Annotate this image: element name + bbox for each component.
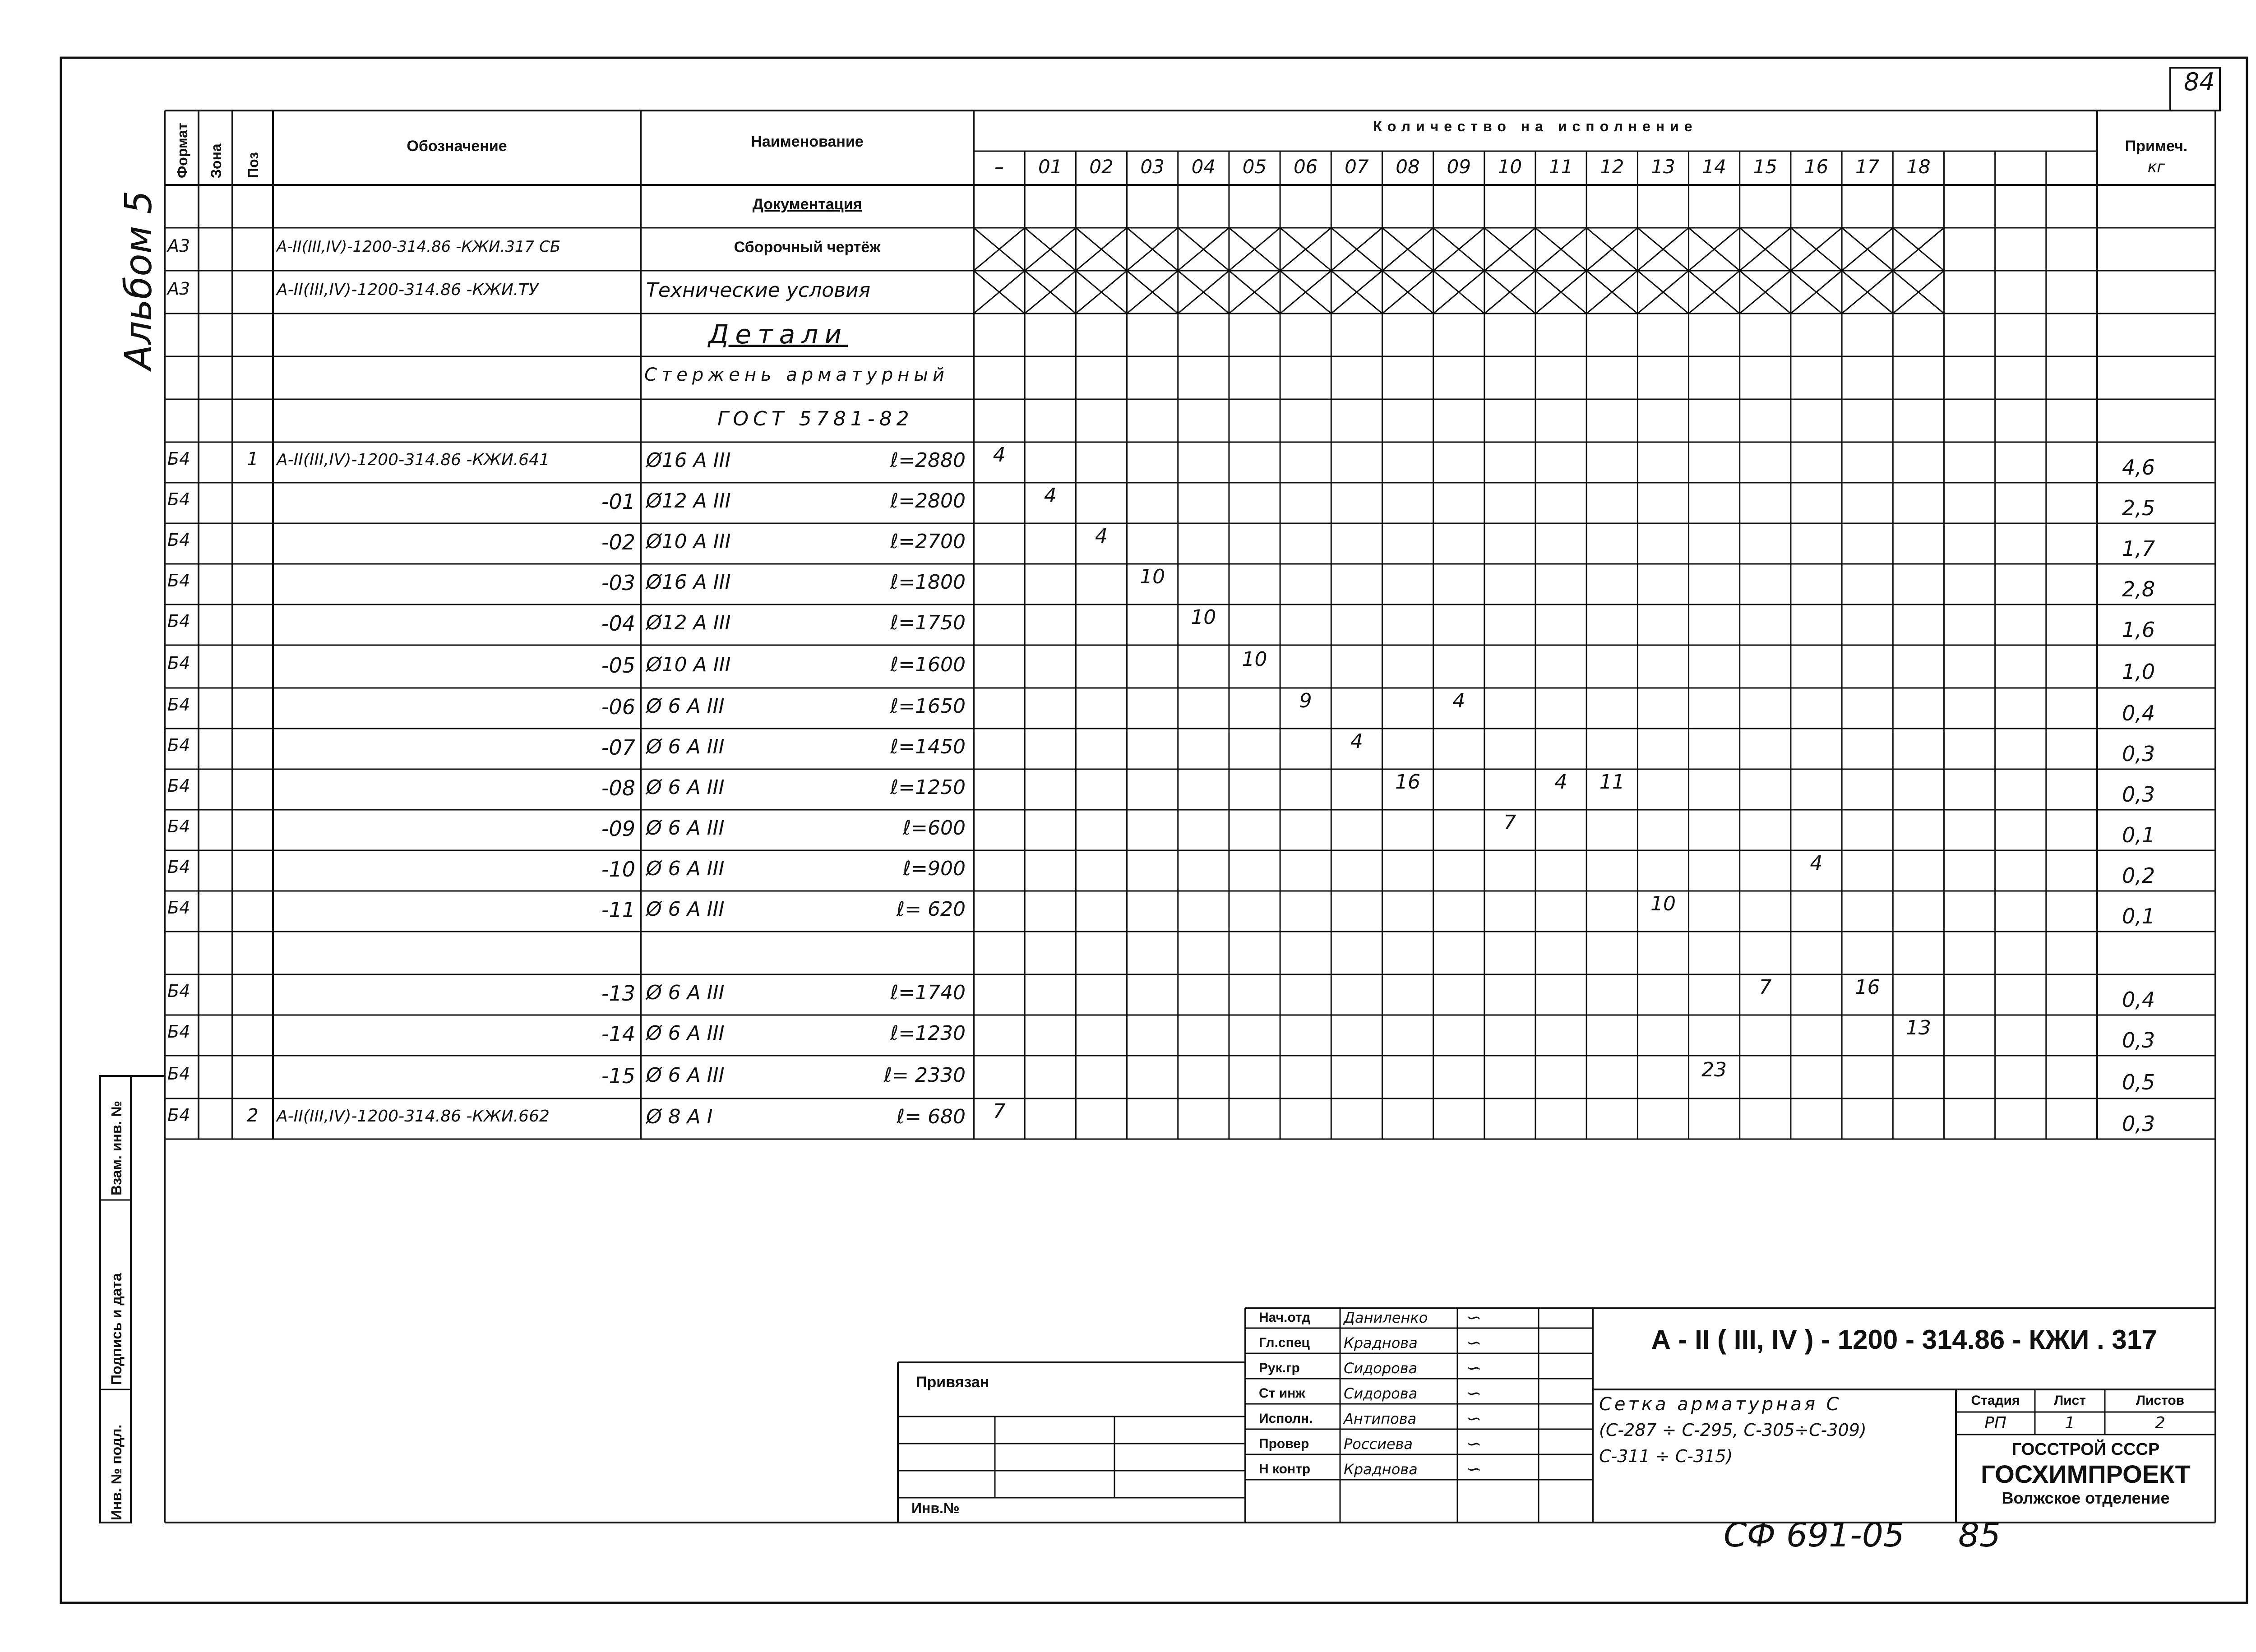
role-label: Провер [1259, 1436, 1309, 1451]
variant-header: 16 [1804, 156, 1829, 178]
row-name: Детали [708, 318, 848, 350]
row-note: 0,1 [2122, 904, 2155, 928]
row-designation: -04 [601, 611, 635, 636]
row-name: Ø 6 А III [646, 817, 725, 840]
row-format: Б4 [167, 776, 190, 796]
row-note: 2,5 [2122, 496, 2155, 520]
variant-header: 13 [1651, 156, 1675, 178]
row-length: ℓ=1800 [890, 571, 966, 594]
row-note: 4,6 [2122, 455, 2155, 480]
row-name: Сборочный чертёж [734, 238, 881, 256]
sheets-value: 2 [2155, 1414, 2165, 1432]
row-note: 0,3 [2122, 742, 2155, 766]
row-designation: -03 [601, 571, 635, 595]
row-qty: 10 [1191, 606, 1216, 629]
row-qty: 16 [1854, 976, 1880, 999]
row-format: А3 [167, 278, 190, 299]
row-name: Ø10 А III [646, 530, 731, 553]
row-format: Б4 [167, 449, 190, 469]
role-label: Ст инж [1259, 1386, 1305, 1401]
row-qty: 10 [1650, 892, 1676, 915]
row-length: ℓ=1450 [890, 735, 966, 758]
row-qty: 7 [993, 1100, 1006, 1123]
album-label: Альбом 5 [117, 190, 160, 370]
drawing-code: А - II ( III, IV ) - 1200 - 314.86 - КЖИ . 317 [1651, 1324, 2157, 1355]
row-format: Б4 [167, 653, 190, 673]
header-pos: Поз [245, 152, 261, 178]
signature-icon: ∽ [1466, 1358, 1482, 1379]
row-format: Б4 [167, 695, 190, 715]
row-note: 0,2 [2122, 863, 2155, 888]
row-designation: -05 [601, 653, 635, 678]
row-note: 0,4 [2122, 988, 2155, 1012]
role-name: Сидорова [1344, 1360, 1418, 1377]
variant-header: 03 [1140, 156, 1165, 178]
header-zone: Зона [208, 143, 224, 178]
row-qty: 4 [1452, 689, 1465, 712]
role-label: Н контр [1259, 1462, 1311, 1477]
variant-header: 14 [1702, 156, 1726, 178]
row-length: ℓ=2880 [890, 449, 966, 472]
side-stamp-field: Инв. № подл. [108, 1424, 125, 1520]
row-note: 1,7 [2122, 536, 2155, 561]
role-name: Даниленко [1344, 1309, 1428, 1326]
row-qty: 23 [1701, 1058, 1727, 1081]
row-designation: -11 [601, 898, 635, 922]
role-name: Антипова [1344, 1410, 1417, 1427]
row-name: ГОСТ 5781-82 [717, 407, 914, 430]
variant-header: – [994, 156, 1004, 178]
row-name: Ø 6 А III [646, 857, 725, 880]
row-format: Б4 [167, 857, 190, 877]
row-name: Ø12 А III [646, 611, 731, 634]
row-note: 0,4 [2122, 701, 2155, 725]
row-format: Б4 [167, 1022, 190, 1042]
sheet-value: 1 [2065, 1414, 2075, 1432]
role-label: Исполн. [1259, 1411, 1313, 1426]
row-length: ℓ=1250 [890, 776, 966, 799]
row-name: Ø 6 А III [646, 981, 725, 1004]
row-designation: -10 [601, 857, 635, 881]
row-qty: 10 [1242, 647, 1267, 671]
row-name: Ø 6 А III [646, 735, 725, 758]
page-number: 84 [2184, 68, 2215, 96]
row-designation: -07 [601, 735, 635, 760]
org-ministry: ГОССТРОЙ СССР [2011, 1440, 2160, 1459]
row-designation: -15 [601, 1063, 635, 1088]
row-designation: А-II(III,IV)-1200-314.86 -КЖИ.ТУ [277, 280, 539, 299]
variant-header: 02 [1089, 156, 1114, 178]
row-format: Б4 [167, 981, 190, 1001]
row-qty: 4 [1095, 525, 1108, 548]
role-name: Краднова [1344, 1461, 1418, 1478]
row-qty: 10 [1140, 565, 1165, 588]
row-name: Ø12 А III [646, 489, 731, 512]
row-name: Ø 8 А I [646, 1105, 713, 1128]
side-stamp-field: Подпись и дата [108, 1273, 125, 1385]
row-length: ℓ= 620 [896, 898, 966, 921]
row-format: Б4 [167, 898, 190, 918]
row-format: Б4 [167, 1105, 190, 1125]
row-format: Б4 [167, 1063, 190, 1084]
row-name: Ø 6 А III [646, 1063, 725, 1087]
row-name: Ø 6 А III [646, 898, 725, 921]
row-length: ℓ=1750 [890, 611, 966, 634]
header-name: Наименование [751, 133, 864, 150]
row-note: 0,3 [2122, 1028, 2155, 1052]
row-name: Ø16 А III [646, 449, 731, 472]
header-format: Формат [174, 123, 190, 178]
stage-value: РП [1984, 1414, 2006, 1432]
bottom-code: СФ 691-05 [1724, 1516, 1905, 1555]
privyazan-label: Привязан [916, 1374, 989, 1391]
row-length: ℓ=900 [902, 857, 966, 880]
variant-header: 01 [1038, 156, 1063, 178]
row-format: Б4 [167, 735, 190, 755]
row-note: 2,8 [2122, 577, 2155, 601]
drawing-title-line3: С-311 ÷ С-315) [1599, 1446, 1733, 1466]
row-length: ℓ= 2330 [883, 1063, 966, 1087]
role-name: Сидорова [1344, 1385, 1418, 1402]
stage-label: Стадия [1971, 1393, 2020, 1408]
row-designation: -06 [601, 695, 635, 719]
row-note: 0,1 [2122, 823, 2155, 847]
row-qty: 4 [1350, 730, 1363, 753]
row-qty: 13 [1905, 1016, 1931, 1039]
role-label: Гл.спец [1259, 1335, 1310, 1350]
row-name: Ø 6 А III [646, 1022, 725, 1045]
row-qty: 16 [1395, 771, 1421, 794]
drawing-title-line2: (С-287 ÷ С-295, С-305÷С-309) [1599, 1420, 1867, 1440]
inv-no-label: Инв.№ [911, 1500, 960, 1516]
row-qty: 11 [1599, 771, 1625, 794]
row-designation: -09 [601, 817, 635, 841]
row-designation: А-II(III,IV)-1200-314.86 -КЖИ.317 СБ [277, 237, 561, 256]
signature-icon: ∽ [1466, 1333, 1482, 1353]
drawing-title: Сетка арматурная С [1599, 1394, 1842, 1415]
org-institute: ГОСХИМПРОЕКТ [1981, 1460, 2191, 1488]
row-qty: 4 [1554, 771, 1567, 794]
signature-icon: ∽ [1466, 1383, 1482, 1404]
header-note-unit: кг [2147, 158, 2165, 176]
variant-header: 04 [1191, 156, 1216, 178]
row-qty: 7 [1759, 976, 1772, 999]
sheets-label: Листов [2136, 1393, 2185, 1408]
row-qty: 4 [1810, 852, 1823, 875]
row-designation: А-II(III,IV)-1200-314.86 -КЖИ.641 [277, 451, 550, 469]
row-designation: -02 [601, 530, 635, 554]
row-name: Документация [752, 195, 862, 213]
row-note: 0,3 [2122, 1112, 2155, 1136]
row-qty: 9 [1299, 689, 1312, 712]
row-note: 0,3 [2122, 782, 2155, 807]
row-length: ℓ=600 [902, 817, 966, 840]
header-designation: Обозначение [407, 138, 507, 155]
row-format: А3 [167, 235, 190, 256]
variant-header: 05 [1242, 156, 1267, 178]
row-format: Б4 [167, 571, 190, 591]
signature-icon: ∽ [1466, 1459, 1482, 1480]
row-qty: 4 [1044, 484, 1057, 507]
row-designation: -08 [601, 776, 635, 800]
row-designation: -01 [601, 489, 635, 514]
row-name: Ø10 А III [646, 653, 731, 676]
row-length: ℓ=1650 [890, 695, 966, 718]
sheet-label: Лист [2054, 1393, 2086, 1408]
variant-header: 10 [1498, 156, 1522, 178]
variant-header: 09 [1447, 156, 1471, 178]
bottom-page: 85 [1958, 1516, 2001, 1555]
row-note: 1,0 [2122, 659, 2155, 684]
row-name: Ø 6 А III [646, 776, 725, 799]
row-length: ℓ=2700 [890, 530, 966, 553]
org-branch: Волжское отделение [2002, 1489, 2170, 1507]
row-length: ℓ= 680 [896, 1105, 966, 1128]
row-designation: -13 [601, 981, 635, 1006]
row-format: Б4 [167, 489, 190, 509]
row-pos: 1 [247, 449, 259, 470]
row-format: Б4 [167, 817, 190, 836]
variant-header: 07 [1345, 156, 1369, 178]
row-name: Ø 6 А III [646, 695, 725, 718]
row-length: ℓ=2800 [890, 489, 966, 512]
role-label: Нач.отд [1259, 1310, 1311, 1325]
signature-icon: ∽ [1466, 1307, 1482, 1328]
header-note: Примеч. [2125, 138, 2188, 155]
row-name: Ø16 А III [646, 571, 731, 594]
row-length: ℓ=1230 [890, 1022, 966, 1045]
role-name: Россиева [1344, 1435, 1413, 1453]
row-qty: 7 [1503, 811, 1516, 834]
row-designation: А-II(III,IV)-1200-314.86 -КЖИ.662 [277, 1107, 550, 1126]
variant-header: 15 [1753, 156, 1778, 178]
variant-header: 17 [1855, 156, 1880, 178]
side-stamp-field: Взам. инв. № [108, 1101, 125, 1195]
row-pos: 2 [247, 1105, 259, 1126]
row-name: Стержень арматурный [644, 364, 949, 385]
variant-header: 11 [1549, 156, 1573, 178]
header-quantity: Количество на исполнение [1373, 118, 1698, 134]
row-qty: 4 [993, 443, 1006, 466]
signature-icon: ∽ [1466, 1408, 1482, 1429]
row-length: ℓ=1740 [890, 981, 966, 1004]
row-note: 0,5 [2122, 1070, 2155, 1094]
row-length: ℓ=1600 [890, 653, 966, 676]
row-designation: -14 [601, 1022, 635, 1046]
row-format: Б4 [167, 611, 190, 631]
variant-header: 18 [1906, 156, 1931, 178]
variant-header: 08 [1396, 156, 1420, 178]
variant-header: 12 [1600, 156, 1624, 178]
row-name: Технические условия [646, 278, 871, 302]
variant-header: 06 [1293, 156, 1318, 178]
row-format: Б4 [167, 530, 190, 550]
signature-icon: ∽ [1466, 1434, 1482, 1454]
role-label: Рук.гр [1259, 1361, 1300, 1375]
role-name: Краднова [1344, 1334, 1418, 1352]
row-note: 1,6 [2122, 618, 2155, 642]
